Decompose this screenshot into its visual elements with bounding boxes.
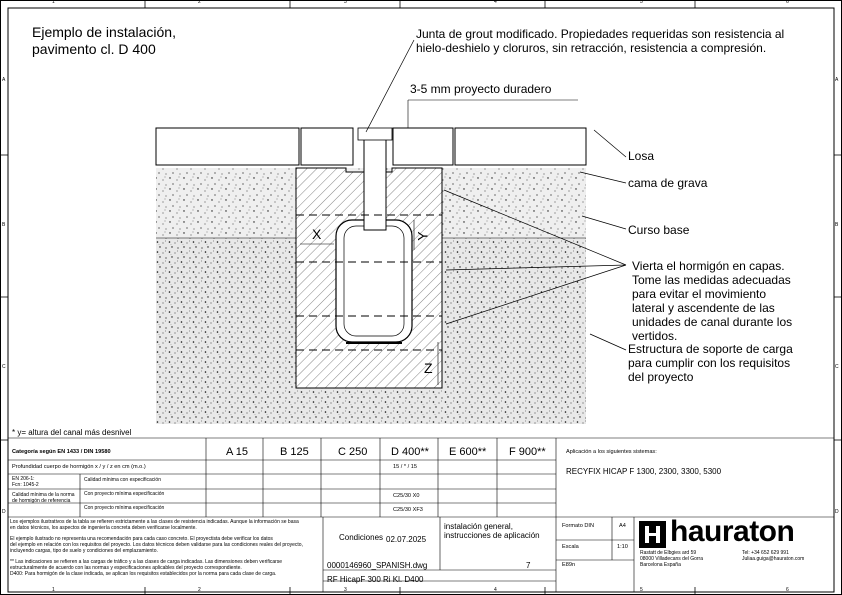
callout-concrete-line2: Tome las medidas adecuadas xyxy=(632,273,791,287)
callout-grout-line1: Junta de grout modificado. Propiedades requeridas son resistencia al xyxy=(416,27,785,41)
note-line5: incluyendo cargas, tipo de suelo y condiciones del emplazamiento. xyxy=(10,548,158,554)
table-applies-value: RECYFIX HICAP F 1300, 2300, 3300, 5300 xyxy=(566,467,722,476)
callout-support-line2: para cumplir con los requisitos xyxy=(628,356,791,370)
slab-inner-left xyxy=(301,128,353,165)
note-line4: del ejemplo en relación con los requisitos del proyecto. Los datos técnicos deben validarse para las condiciones reales del proyecto, xyxy=(10,542,303,548)
tb-format-label: Formato DIN xyxy=(562,523,595,529)
tb-sheet-code: E89n xyxy=(562,562,576,568)
grid-col-4: 4 xyxy=(494,0,497,5)
dim-z: Z xyxy=(424,360,433,376)
tb-address-line1: Rastatt de Elbgies ard 59 xyxy=(640,550,697,556)
grid-col-2-bottom: 2 xyxy=(198,587,201,593)
note-line3: El ejemplo ilustrado no representa una recomendación para cada caso concreto. El proyectista debe verificar los datos xyxy=(10,536,273,542)
grid-col-6-bottom: 6 xyxy=(786,587,789,593)
table-class-f900: F 900** xyxy=(509,446,546,458)
table-row1-label: Calidad mínima con especificación xyxy=(84,477,161,483)
tb-address-line2: 08000 Villadecans del Gorra xyxy=(640,556,704,562)
tb-file-name: 0000146960_SPANISH.dwg xyxy=(327,561,428,570)
grid-row-b-right: B xyxy=(835,222,839,228)
tb-scale-value: 1:10 xyxy=(617,544,628,550)
company-logo-text: hauraton xyxy=(670,515,795,548)
callout-grout-line2: hielo-deshielo y cloruros, sin retracción, resistencia a compresión. xyxy=(416,41,767,55)
slab-right xyxy=(455,128,586,165)
grid-row-c-right: C xyxy=(835,364,839,370)
callout-concrete-line5: unidades de canal durante los xyxy=(632,315,793,329)
tb-email: Juliaa.guiga@hauraton.com xyxy=(742,556,805,562)
note-line6: ** Las indicaciones se refieren a las cargas de tráfico y a las clases de carga indicadas. Las dimensiones deben verificarse xyxy=(10,559,283,565)
table-left-label-1: EN 206-1: xyxy=(12,476,35,482)
callout-concrete-line6: vertidos. xyxy=(632,329,678,343)
callout-gap: 3-5 mm proyecto duradero xyxy=(410,82,552,96)
table-class-d400: D 400** xyxy=(391,446,429,458)
tb-date: 02.07.2025 xyxy=(386,535,427,544)
grid-col-1-bottom: 1 xyxy=(52,587,55,593)
callout-concrete-line1: Vierta el hormigón en capas. xyxy=(632,259,785,273)
grid-row-b: B xyxy=(2,222,6,228)
callout-base: Curso base xyxy=(628,223,690,237)
slab-left xyxy=(156,128,299,165)
table-class-b125: B 125 xyxy=(280,446,309,458)
table-c25-30-xf3: C25/30 XF3 xyxy=(393,507,423,513)
table-row2-label: Con proyecto mínima especificación xyxy=(84,491,165,497)
grid-col-4-bottom: 4 xyxy=(494,587,497,593)
tb-phone: Tel: +34 652 629 991 xyxy=(742,550,789,556)
grid-col-6: 6 xyxy=(786,0,789,5)
note-line2: en datos técnicos, los aspectos de ingeniería concreta deben verificarse localmente. xyxy=(10,525,197,531)
table-class-c250: C 250 xyxy=(338,446,368,458)
grid-col-3-bottom: 3 xyxy=(344,587,347,593)
tb-desc-line1: instalación general, xyxy=(444,522,513,531)
note-line1: Los ejemplos ilustrativos de la tabla se refieren estrictamente a las clases de resistencia indicadas. Aunque la información se basa xyxy=(10,519,299,525)
callout-support-line3: del proyecto xyxy=(628,370,694,384)
grid-row-a: A xyxy=(2,77,6,83)
callout-support-line1: Estructura de soporte de carga xyxy=(628,342,793,356)
callout-slab: Losa xyxy=(628,149,655,163)
tb-product-code: RF HicapF 300 Ri Kl. D400 xyxy=(327,575,424,584)
footnote: * y= altura del canal más desnivel xyxy=(12,428,132,437)
table-profundidad: Profundidad cuerpo de hormigón x / y / z en cm (m.o.) xyxy=(12,464,146,470)
table-class-a15: A 15 xyxy=(226,446,249,458)
tb-address-line3: Barcelona España xyxy=(640,562,681,568)
note-line8: D400: Para hormigón de la clase indicada, se aplican los requisitos establecidos por la norma para cada clase de carga. xyxy=(10,571,277,577)
grid-row-d: D xyxy=(2,509,6,515)
grid-col-5-bottom: 5 xyxy=(640,587,643,593)
tb-condiciones: Condiciones xyxy=(339,533,384,542)
dim-y: Y xyxy=(414,231,431,241)
drawing-title-line1: Ejemplo de instalación, xyxy=(32,24,176,40)
tb-revision: 7 xyxy=(526,561,531,570)
table-left-label-2: Fcn: 1045-2 xyxy=(12,482,39,488)
table-c25-30-x0: C25/30 X0 xyxy=(393,493,420,499)
grid-row-a-right: A xyxy=(835,77,839,83)
callout-gravel: cama de grava xyxy=(628,176,708,190)
table-row3-label: Con proyecto mínima especificación xyxy=(84,505,165,511)
channel-slot xyxy=(364,138,386,230)
hauraton-logo-mark xyxy=(639,521,666,548)
channel-body xyxy=(336,220,412,342)
table-d400-dims: 15 / * / 15 xyxy=(393,464,417,470)
tb-desc-line2: instrucciones de aplicación xyxy=(444,531,540,540)
tb-format-value: A4 xyxy=(619,523,626,529)
table-categoria: Categoría según EN 1433 / DIN 19580 xyxy=(12,449,111,455)
grid-row-c: C xyxy=(2,364,6,370)
note-line7: estructuralmente de acuerdo con las normas y especificaciones aplicables del proyecto correspondiente. xyxy=(10,565,242,571)
callout-concrete-line3: para evitar el movimiento xyxy=(632,287,767,301)
grid-row-d-right: D xyxy=(835,509,839,515)
table-class-e600: E 600** xyxy=(449,446,487,458)
table-applies-label: Aplicación a los siguientes sistemas: xyxy=(566,449,657,455)
grid-col-3: 3 xyxy=(344,0,347,5)
slab-inner-right xyxy=(393,128,453,165)
table-left-label-4: de hormigón de referencia xyxy=(12,498,71,504)
callout-concrete-line4: lateral y ascendente de las xyxy=(632,301,775,315)
grid-col-2: 2 xyxy=(198,0,201,5)
grid-col-1: 1 xyxy=(52,0,55,5)
tb-scale-label: Escala xyxy=(562,544,579,550)
grid-col-5: 5 xyxy=(640,0,643,5)
dim-x: X xyxy=(312,226,322,242)
table-left-label-3: Calidad mínima de la norma xyxy=(12,492,75,498)
drawing-title-line2: pavimento cl. D 400 xyxy=(32,41,156,57)
